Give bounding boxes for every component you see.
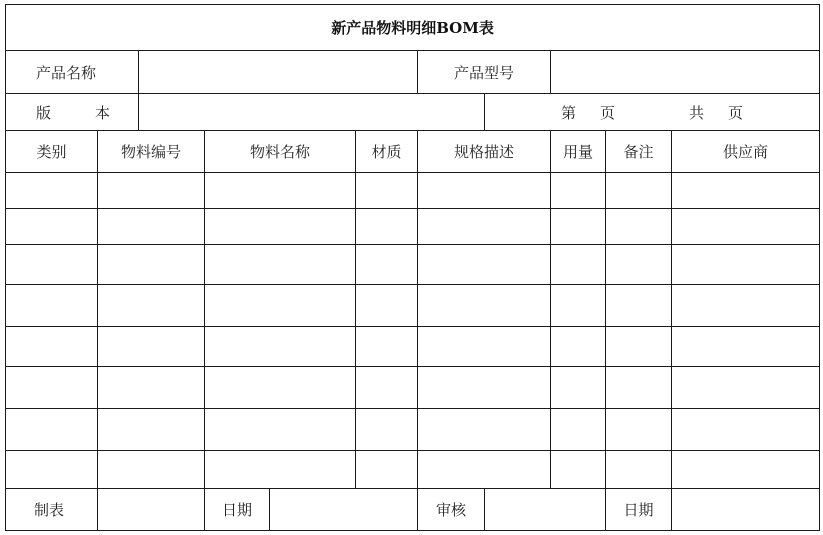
cell-spec[interactable] bbox=[418, 327, 551, 367]
date2-label: 日期 bbox=[606, 489, 672, 531]
reviewed-by-field[interactable] bbox=[485, 489, 606, 531]
cell-spec[interactable] bbox=[418, 173, 551, 209]
bom-form bbox=[5, 4, 819, 530]
cell-material[interactable] bbox=[356, 245, 418, 285]
cell-quantity[interactable] bbox=[551, 451, 606, 489]
cell-quantity[interactable] bbox=[551, 409, 606, 451]
cell-material[interactable] bbox=[356, 367, 418, 409]
cell-spec[interactable] bbox=[418, 367, 551, 409]
page-label-ye: 页 bbox=[599, 103, 615, 122]
table-row bbox=[6, 285, 820, 327]
page-label-gong: 共 bbox=[689, 103, 705, 122]
cell-remark[interactable] bbox=[606, 245, 672, 285]
table-row bbox=[6, 173, 820, 209]
table-row bbox=[6, 451, 820, 489]
cell-remark[interactable] bbox=[606, 409, 672, 451]
cell-material-name[interactable] bbox=[205, 451, 356, 489]
cell-material-name[interactable] bbox=[205, 209, 356, 245]
version-label-char2: 本 bbox=[95, 103, 111, 122]
cell-material[interactable] bbox=[356, 209, 418, 245]
cell-spec[interactable] bbox=[418, 285, 551, 327]
col-header-quantity: 用量 bbox=[551, 131, 606, 173]
cell-quantity[interactable] bbox=[551, 209, 606, 245]
page-label-di: 第 bbox=[560, 103, 576, 122]
table-row bbox=[6, 367, 820, 409]
cell-remark[interactable] bbox=[606, 327, 672, 367]
cell-material-name[interactable] bbox=[205, 245, 356, 285]
cell-material-name[interactable] bbox=[205, 367, 356, 409]
cell-category[interactable] bbox=[6, 245, 98, 285]
cell-category[interactable] bbox=[6, 409, 98, 451]
cell-material-name[interactable] bbox=[205, 173, 356, 209]
table-row bbox=[6, 409, 820, 451]
col-header-spec: 规格描述 bbox=[418, 131, 551, 173]
cell-supplier[interactable] bbox=[672, 245, 820, 285]
cell-material-name[interactable] bbox=[205, 409, 356, 451]
cell-material[interactable] bbox=[356, 451, 418, 489]
col-header-supplier: 供应商 bbox=[672, 131, 820, 173]
cell-material-code[interactable] bbox=[98, 327, 205, 367]
cell-material-code[interactable] bbox=[98, 285, 205, 327]
cell-supplier[interactable] bbox=[672, 173, 820, 209]
date1-field[interactable] bbox=[270, 489, 418, 531]
table-row bbox=[6, 327, 820, 367]
cell-quantity[interactable] bbox=[551, 173, 606, 209]
cell-material[interactable] bbox=[356, 173, 418, 209]
version-label-char1: 版 bbox=[36, 103, 52, 122]
reviewed-by-label: 审核 bbox=[418, 489, 485, 531]
cell-remark[interactable] bbox=[606, 173, 672, 209]
cell-material-code[interactable] bbox=[98, 245, 205, 285]
cell-category[interactable] bbox=[6, 367, 98, 409]
cell-remark[interactable] bbox=[606, 285, 672, 327]
version-field[interactable] bbox=[139, 94, 485, 131]
col-header-material-code: 物料编号 bbox=[98, 131, 205, 173]
date2-field[interactable] bbox=[672, 489, 820, 531]
col-header-material-name: 物料名称 bbox=[205, 131, 356, 173]
cell-material-name[interactable] bbox=[205, 285, 356, 327]
cell-remark[interactable] bbox=[606, 209, 672, 245]
cell-supplier[interactable] bbox=[672, 285, 820, 327]
cell-supplier[interactable] bbox=[672, 327, 820, 367]
product-name-label: 产品名称 bbox=[6, 51, 139, 94]
product-model-field[interactable] bbox=[551, 51, 820, 94]
col-header-remark: 备注 bbox=[606, 131, 672, 173]
table-row bbox=[6, 245, 820, 285]
cell-quantity[interactable] bbox=[551, 327, 606, 367]
cell-category[interactable] bbox=[6, 285, 98, 327]
cell-material-code[interactable] bbox=[98, 367, 205, 409]
table-row bbox=[6, 209, 820, 245]
cell-remark[interactable] bbox=[606, 367, 672, 409]
cell-material[interactable] bbox=[356, 409, 418, 451]
cell-quantity[interactable] bbox=[551, 367, 606, 409]
cell-material-code[interactable] bbox=[98, 409, 205, 451]
cell-spec[interactable] bbox=[418, 209, 551, 245]
cell-spec[interactable] bbox=[418, 245, 551, 285]
cell-material[interactable] bbox=[356, 327, 418, 367]
cell-category[interactable] bbox=[6, 327, 98, 367]
date1-label: 日期 bbox=[205, 489, 270, 531]
page-label-ye-total: 页 bbox=[728, 103, 744, 122]
cell-spec[interactable] bbox=[418, 409, 551, 451]
prepared-by-label: 制表 bbox=[6, 489, 98, 531]
page-count-cell[interactable] bbox=[485, 94, 820, 131]
version-label bbox=[6, 94, 139, 131]
cell-material-code[interactable] bbox=[98, 209, 205, 245]
col-header-material: 材质 bbox=[356, 131, 418, 173]
footer-row bbox=[6, 489, 820, 531]
cell-supplier[interactable] bbox=[672, 367, 820, 409]
cell-material[interactable] bbox=[356, 285, 418, 327]
title-row bbox=[6, 5, 820, 51]
product-row bbox=[6, 51, 820, 94]
column-header-row bbox=[6, 131, 820, 173]
version-row bbox=[6, 94, 820, 131]
cell-remark[interactable] bbox=[606, 451, 672, 489]
cell-supplier[interactable] bbox=[672, 451, 820, 489]
cell-supplier[interactable] bbox=[672, 209, 820, 245]
cell-material-code[interactable] bbox=[98, 173, 205, 209]
prepared-by-field[interactable] bbox=[98, 489, 205, 531]
cell-material-name[interactable] bbox=[205, 327, 356, 367]
cell-quantity[interactable] bbox=[551, 245, 606, 285]
cell-category[interactable] bbox=[6, 209, 98, 245]
cell-material-code[interactable] bbox=[98, 451, 205, 489]
col-header-category: 类别 bbox=[6, 131, 98, 173]
bom-table bbox=[5, 4, 820, 531]
product-name-field[interactable] bbox=[139, 51, 418, 94]
cell-quantity[interactable] bbox=[551, 285, 606, 327]
cell-category[interactable] bbox=[6, 173, 98, 209]
cell-spec[interactable] bbox=[418, 451, 551, 489]
cell-category[interactable] bbox=[6, 451, 98, 489]
product-model-label: 产品型号 bbox=[418, 51, 551, 94]
form-title: 新产品物料明细BOM表 bbox=[6, 5, 820, 51]
cell-supplier[interactable] bbox=[672, 409, 820, 451]
